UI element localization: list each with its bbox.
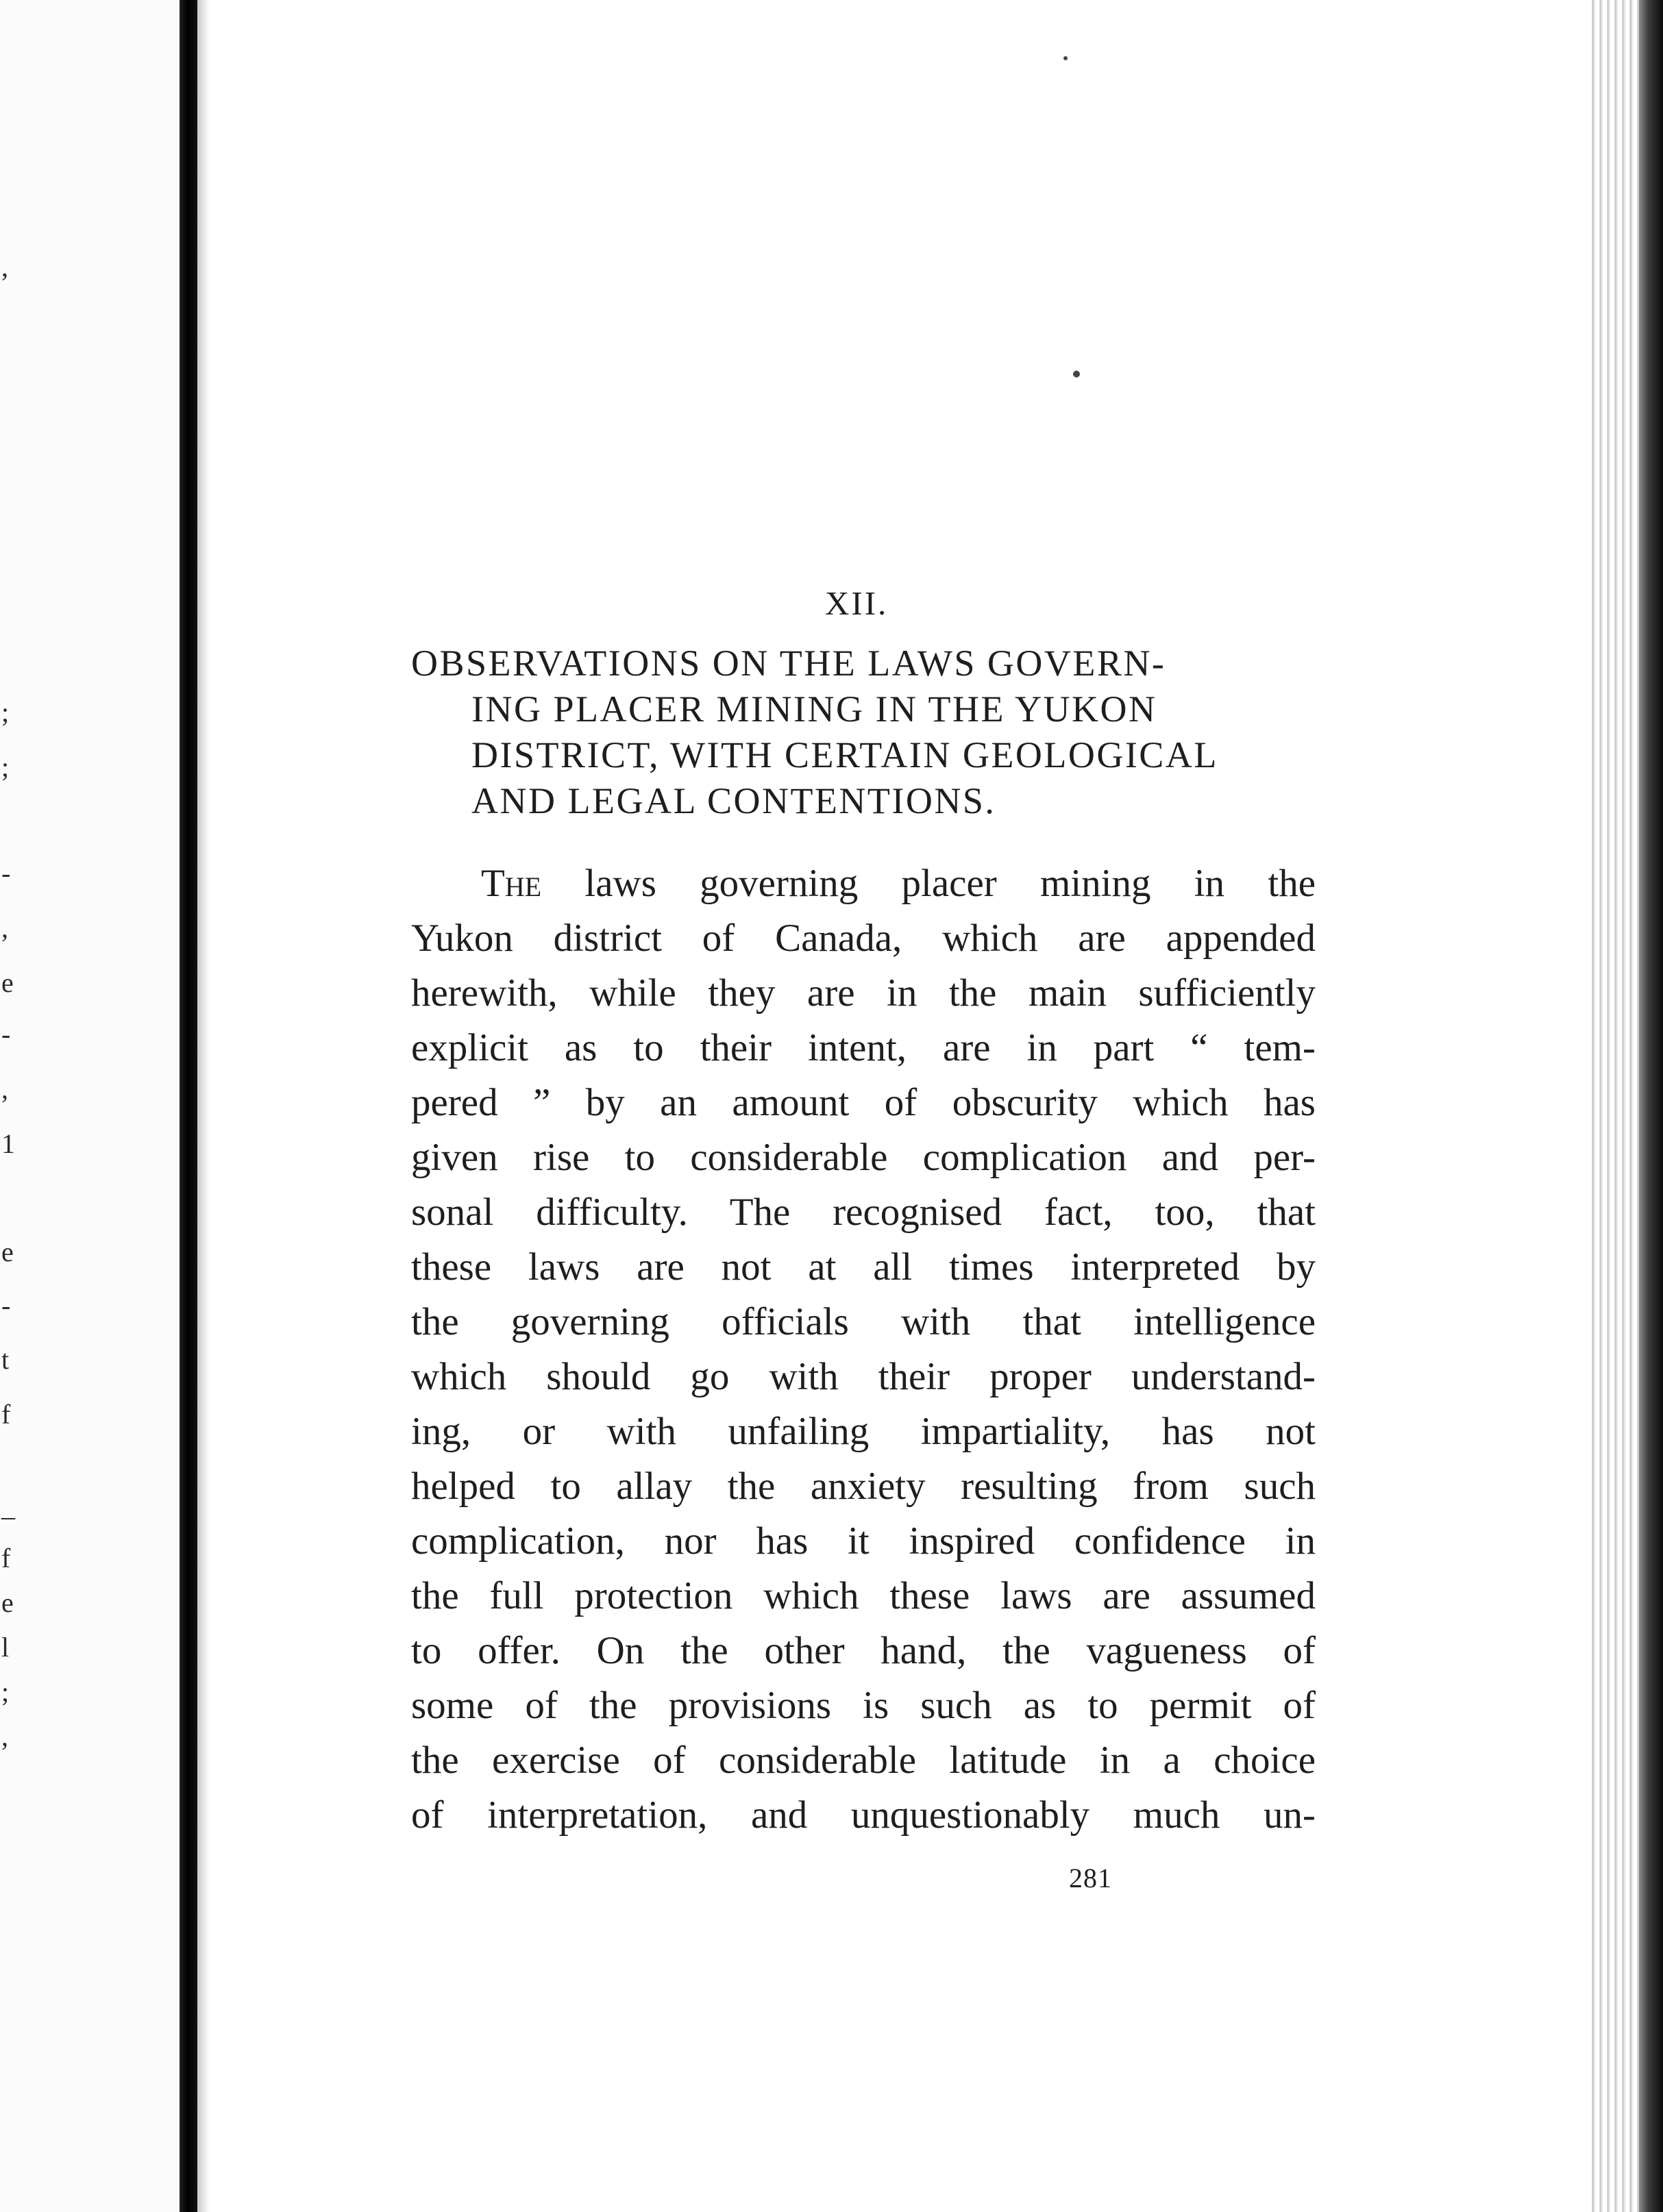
- body-line: the governing officials with that intelligence: [411, 1300, 1316, 1343]
- body-line: sonal difficulty. The recognised fact, too, that: [411, 1191, 1316, 1234]
- body-line: helped to allay the anxiety resulting from such: [411, 1465, 1316, 1508]
- margin-fragment: e: [1, 1587, 14, 1618]
- title-line: AND LEGAL CONTENTIONS.: [471, 780, 996, 821]
- margin-fragment: -: [1, 1290, 11, 1321]
- paper-speck: [1073, 371, 1080, 377]
- book-cover-edge: [1639, 0, 1663, 2212]
- margin-fragment: e: [1, 1237, 14, 1267]
- body-line: these laws are not at all times interpreted by: [411, 1245, 1316, 1289]
- body-line: of interpretation, and unquestionably much un-: [411, 1793, 1316, 1837]
- title-line: DISTRICT, WITH CERTAIN GEOLOGICAL: [471, 734, 1218, 775]
- margin-fragment: -: [1, 858, 11, 888]
- margin-fragment: ,: [1, 251, 8, 282]
- margin-fragment: _: [1, 1491, 15, 1522]
- margin-fragment: ;: [1, 697, 10, 728]
- margin-fragment: f: [1, 1543, 11, 1574]
- body-line: explicit as to their intent, are in part “ tem-: [411, 1026, 1316, 1069]
- title-line: ING PLACER MINING IN THE YUKON: [471, 688, 1157, 730]
- paper-speck: [1063, 56, 1068, 60]
- margin-fragment: t: [1, 1344, 10, 1375]
- margin-fragment: ;: [1, 1676, 10, 1707]
- first-line-rest: laws governing placer mining in the: [541, 862, 1316, 905]
- body-line: which should go with their proper understand-: [411, 1355, 1316, 1398]
- chapter-number-text: XII.: [825, 584, 889, 622]
- body-line: pered ” by an amount of obscurity which has: [411, 1081, 1316, 1124]
- chapter-number: [411, 584, 1663, 623]
- book-gutter: [180, 0, 197, 2212]
- margin-fragment: ,: [1, 1073, 8, 1104]
- body-line-first: [411, 856, 1316, 911]
- body-line: complication, nor has it inspired confidence in: [411, 1519, 1316, 1563]
- margin-fragment: ,: [1, 1721, 8, 1752]
- body-line: some of the provisions is such as to permit of: [411, 1684, 1316, 1727]
- page-number: 281: [1069, 1863, 1112, 1893]
- margin-fragment: 1: [1, 1128, 15, 1159]
- margin-fragment: f: [1, 1399, 11, 1430]
- body-line: to offer. On the other hand, the vagueness of: [411, 1629, 1316, 1672]
- margin-fragment: l: [1, 1632, 10, 1663]
- body-line: given rise to considerable complication and per-: [411, 1136, 1316, 1179]
- body-line: the full protection which these laws are assumed: [411, 1574, 1316, 1617]
- body-line: ing, or with unfailing impartiality, has not: [411, 1410, 1316, 1453]
- margin-fragment: ,: [1, 912, 8, 943]
- body-paragraph: [411, 856, 1316, 1843]
- chapter-title: [411, 641, 1350, 824]
- body-line: herewith, while they are in the main sufficiently: [411, 971, 1316, 1015]
- margin-fragment: -: [1, 1019, 11, 1049]
- title-line: OBSERVATIONS ON THE LAWS GOVERN-: [411, 643, 1166, 684]
- body-line: Yukon district of Canada, which are appended: [411, 917, 1316, 960]
- margin-fragment: e: [1, 967, 14, 998]
- opening-word: The: [481, 862, 542, 905]
- body-line: the exercise of considerable latitude in a choice: [411, 1739, 1316, 1782]
- left-page-margin-fragments: [0, 0, 180, 2212]
- margin-fragment: ;: [1, 751, 10, 782]
- gutter-shadow: [197, 0, 210, 2212]
